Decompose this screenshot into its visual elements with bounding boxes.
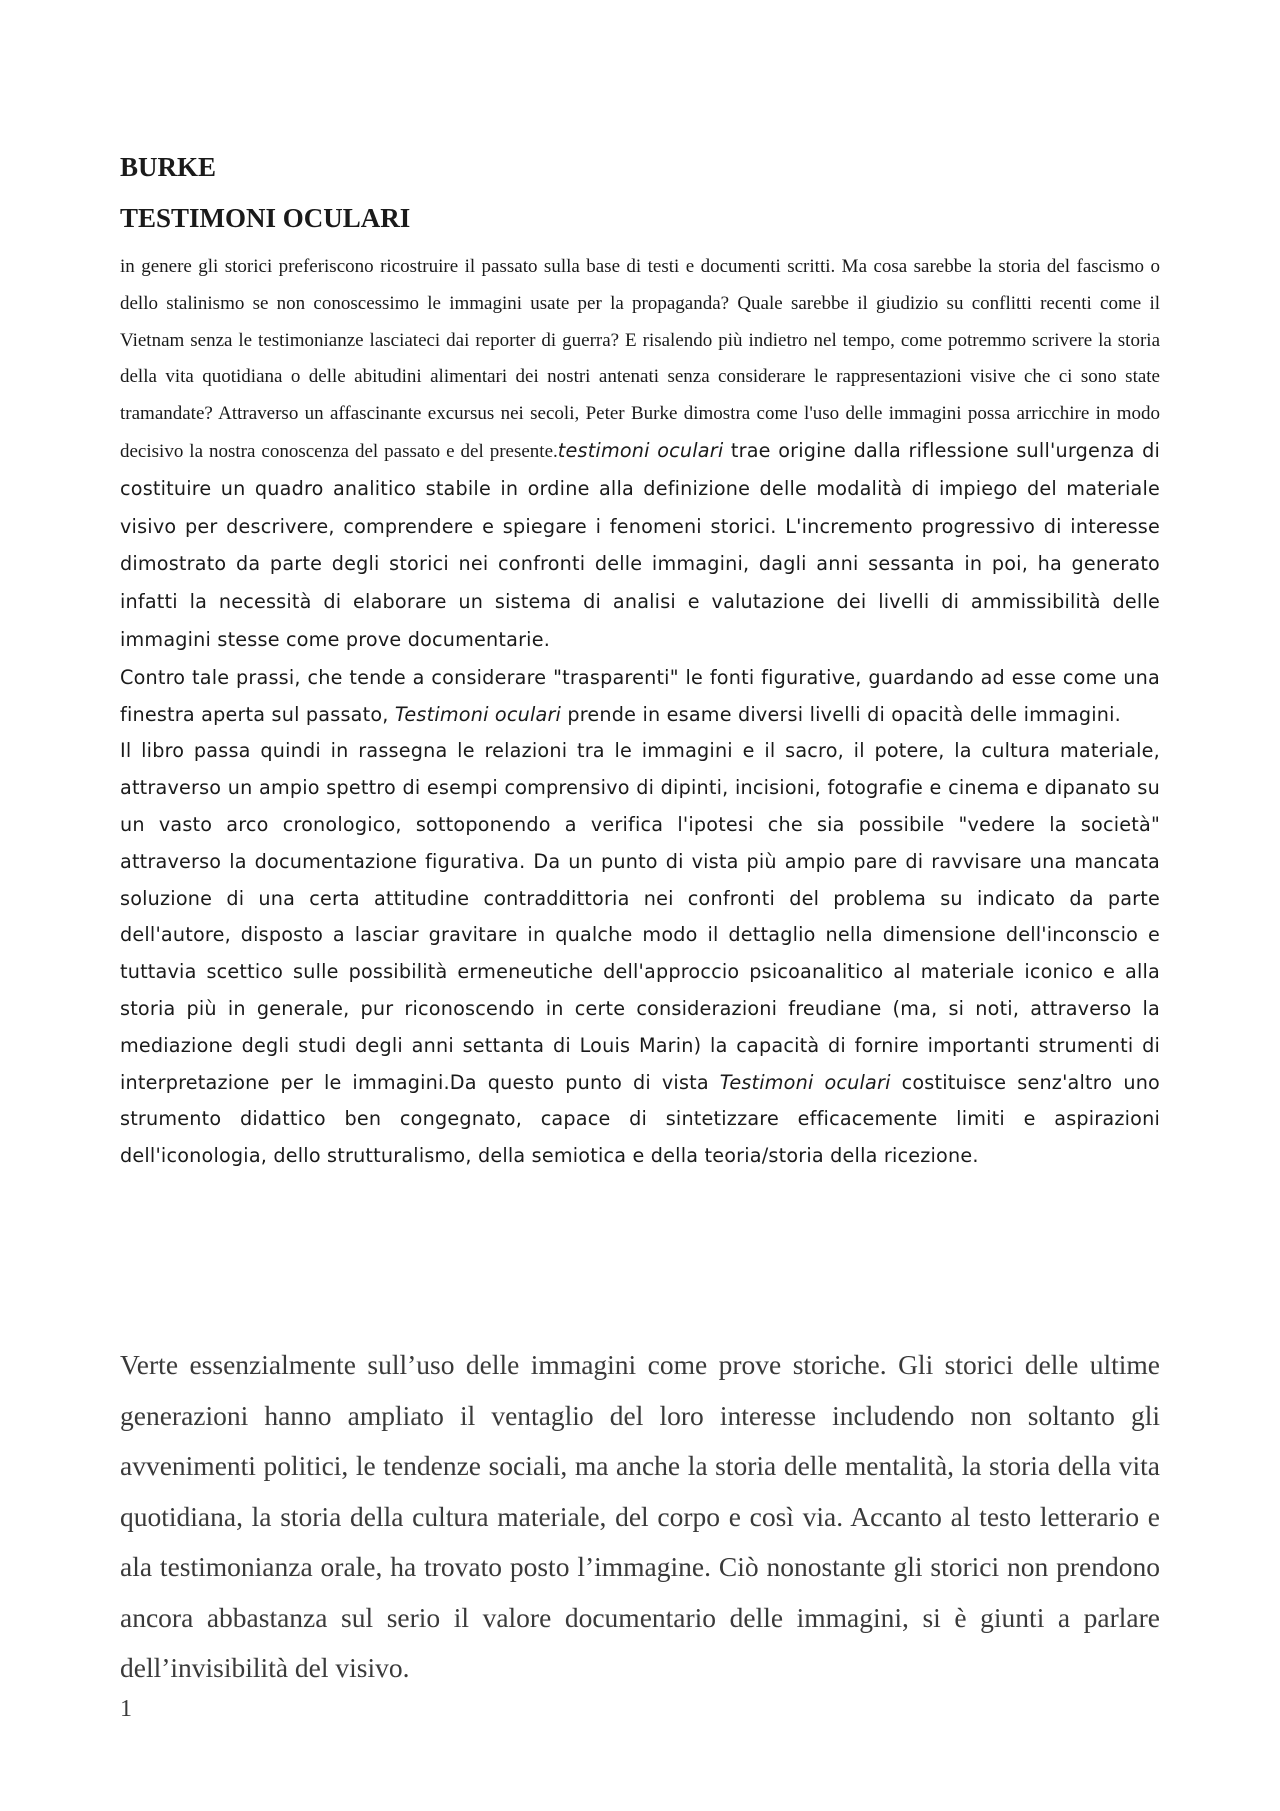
para2-end: prende in esame diversi livelli di opacità delle immagini. [561, 702, 1121, 726]
intro-paragraph [120, 249, 1160, 660]
author-title: BURKE [120, 152, 217, 182]
para3-start: Il libro passa quindi in rassegna le relazioni tra le immagini e il sacro, il potere, la cultura materiale, attraverso un ampio spettro di esempi comprensivo di dipinti, incisioni, fotografie e cinema e dipanato su un vasto arco cronologico, sottoponendo a verifica l'ipotesi che sia possibile "vedere la società" attraverso la documentazione figurativa. Da un punto di vista più ampio pare di ravvisare una mancata soluzione di una certa attitudine contraddittoria nei confronti del problema su indicato da parte dell'autore, disposto a lasciar gravitare in qualche modo il dettaglio nella dimensione dell'inconscio e tuttavia scettico sulle possibilità ermeneutiche dell'approccio psicoanalitico al materiale iconico e alla storia più in generale, pur riconoscendo in certe considerazioni freudiane (ma, si noti, attraverso la mediazione degli studi degli anni settanta di Louis Marin) la capacità di fornire importanti strumenti di interpretazione per le immagini.Da questo punto di vista [120, 739, 1160, 1094]
review-text [120, 249, 1160, 1175]
paragraph-review [120, 733, 1160, 1175]
intro-serif-text: in genere gli storici preferiscono ricostruire il passato sulla base di testi e documenti scritti. Ma cosa sarebbe la storia del fascismo o dello stalinismo se non conoscessimo le immagini usate per la propaganda? Quale sarebbe il giudizio su conflitti recenti come il Vietnam senza le testimonianze lasciateci dai reporter di guerra? E risalendo più indietro nel tempo, come potremmo scrivere la storia della vita quotidiana o delle abitudini alimentari dei nostri antenati senza considerare le rappresentazioni visive che ci sono state tramandate? Attraverso un affascinante excursus nei secoli, Peter Burke dimostra come l'uso delle immagini possa arricchire in modo decisivo la nostra conoscenza del passato e del presente. [120, 256, 1160, 462]
para3-italic-title: Testimoni oculari [719, 1070, 891, 1094]
intro-italic-title: testimoni oculari [557, 438, 724, 462]
para2-italic-title: Testimoni oculari [394, 702, 562, 726]
page-number: 1 [120, 1696, 132, 1722]
paragraph-opacity [120, 660, 1160, 734]
para3-end: costituisce senz'altro uno strumento didattico ben congegnato, capace di sintetizzare efficacemente limiti e aspirazioni dell'iconologia, dello strutturalismo, della semiotica e della teoria/storia della ricezione. [120, 1070, 1160, 1168]
verte-paragraph: Verte essenzialmente sull’uso delle immagini come prove storiche. Gli storici delle ultime generazioni hanno ampliato il ventaglio del loro interesse includendo non soltanto gli avvenimenti politici, le tendenze sociali, ma anche la storia delle mentalità, la storia della vita quotidiana, la storia della cultura materiale, del corpo e così via. Accanto al testo letterario e ala testimonianza orale, ha trovato posto l’immagine. Ciò nonostante gli storici non prendono ancora abbastanza sul serio il valore documentario delle immagini, si è giunti a parlare dell’invisibilità del visivo. [120, 1349, 1160, 1683]
intro-sans-text: trae origine dalla riflessione sull'urgenza di costituire un quadro analitico stabile in ordine alla definizione delle modalità di impiego del materiale visivo per descrivere, comprendere e spiegare i fenomeni storici. L'incremento progressivo di interesse dimostrato da parte degli storici nei confronti delle immagini, dagli anni sessanta in poi, ha generato infatti la necessità di elaborare un sistema di analisi e valutazione dei livelli di ammissibilità delle immagini stesse come prove documentarie. [120, 438, 1160, 651]
book-title: TESTIMONI OCULARI [120, 203, 411, 233]
para2-start: Contro tale prassi, che tende a considerare "trasparenti" le fonti figurative, guardando ad esse come una finestra aperta sul passato, [120, 665, 1160, 726]
